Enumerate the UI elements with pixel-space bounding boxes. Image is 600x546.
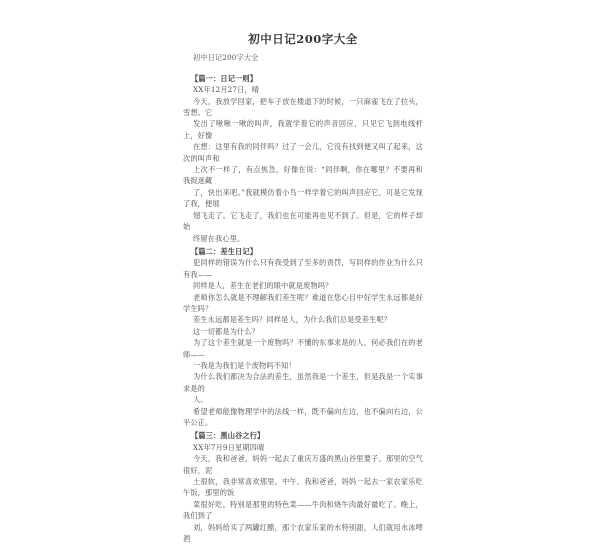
document-subtitle: 初中日记200字大全 xyxy=(193,53,259,63)
paragraph-line: 一我是为我们是个废物吗不知！ xyxy=(193,360,296,370)
paragraph-line: 犯同样的错误为什么只有我受到了至多的责罚，写同样的作业为什么只有我—— xyxy=(183,258,423,279)
paragraph-line: XX年7月9日星期四晴 xyxy=(193,442,265,452)
paragraph-line: 刘，妈妈给买了两罐红醋，那个农家乐家的水特别甜，人们就用水冰啤酒 xyxy=(183,522,423,544)
paragraph-line: 了，快出来吧。”我就模仿着小鸟一样学着它的叫声回应它，可是它发现了我，便展 xyxy=(183,187,423,209)
document-title: 初中日记200字大全 xyxy=(248,32,358,46)
paragraph-line: 菜很好吃，特别是那里的特色菜——牛肉和烧牛肉最好最吃了。晚上，我们到了 xyxy=(183,499,423,521)
section xyxy=(183,430,423,546)
document-body xyxy=(183,34,423,546)
paragraph-line: 为了这个差生就是一个废物吗？不懂的东事求是的人，何必我们在的老师—— xyxy=(183,338,423,359)
paragraph-line: 终留在我心里。 xyxy=(193,233,245,243)
paragraph-line: 老师你怎么就是不理解我们差生呢？难道在您心目中好学生永远都是好学生吗？ xyxy=(183,292,423,313)
paragraph-line: 在想：这里有我的同伴吗？过了一会儿，它没有找到便又叫了起来，这次的叫声和 xyxy=(183,142,423,163)
section-heading: 【篇三：黑山谷之行】 xyxy=(191,431,265,441)
paragraph-line: 为什么我们都决为合法的差生，虽然我是一个差生，但是我是一个实事求是的 xyxy=(183,372,423,393)
paragraph-line: 同样是人，差生在老们的眼中就是废物吗？ xyxy=(193,281,333,291)
paragraph-line: 上次不一样了，有点焦急，好像在说：“同伴啊，你在哪里？不要再和我捉迷藏 xyxy=(183,165,423,186)
paragraph-line: 这一切都是为什么？ xyxy=(193,326,260,336)
paragraph-line: 希望老师能像物理学中的法线一样，既不偏向左边，也不偏向右边，公平公正。 xyxy=(183,406,423,427)
section-heading: 【篇一：日记一则】 xyxy=(191,73,258,83)
paragraph-line: 土很软，我非常喜欢那里。中午，我和爸爸，妈妈一起去一家农家乐吃午饭，那里的饭 xyxy=(183,477,423,498)
section-heading: 【篇二：差生日记】 xyxy=(191,246,258,256)
sections-container xyxy=(183,73,423,546)
paragraph-line: 差生永远都是差生吗？同样是人，为什么我们总是受差生呢？ xyxy=(193,315,392,325)
paragraph-line: 发出了啾啾一啾的叫声，我就学着它的声音回应，只见它飞到电线杆上，好像 xyxy=(183,119,423,140)
section xyxy=(183,73,423,246)
paragraph-line: 人。 xyxy=(193,395,208,405)
paragraph-line: 今天，我放学回家，把车子放在楼道下的时候，一只麻雀飞在了拉头，雪想。它 xyxy=(183,96,423,118)
paragraph-line: 今天，我和爸爸，妈妈一起去了重庆万盛的黑山谷里要子。那里的空气很好，泥 xyxy=(183,454,423,475)
paragraph-line: 翅飞走了。它飞走了，我们也在可能再也见不到了。但是，它的样子却始 xyxy=(183,210,423,232)
paragraph-line: XX年12月27日，晴 xyxy=(193,85,260,95)
section xyxy=(183,246,423,431)
